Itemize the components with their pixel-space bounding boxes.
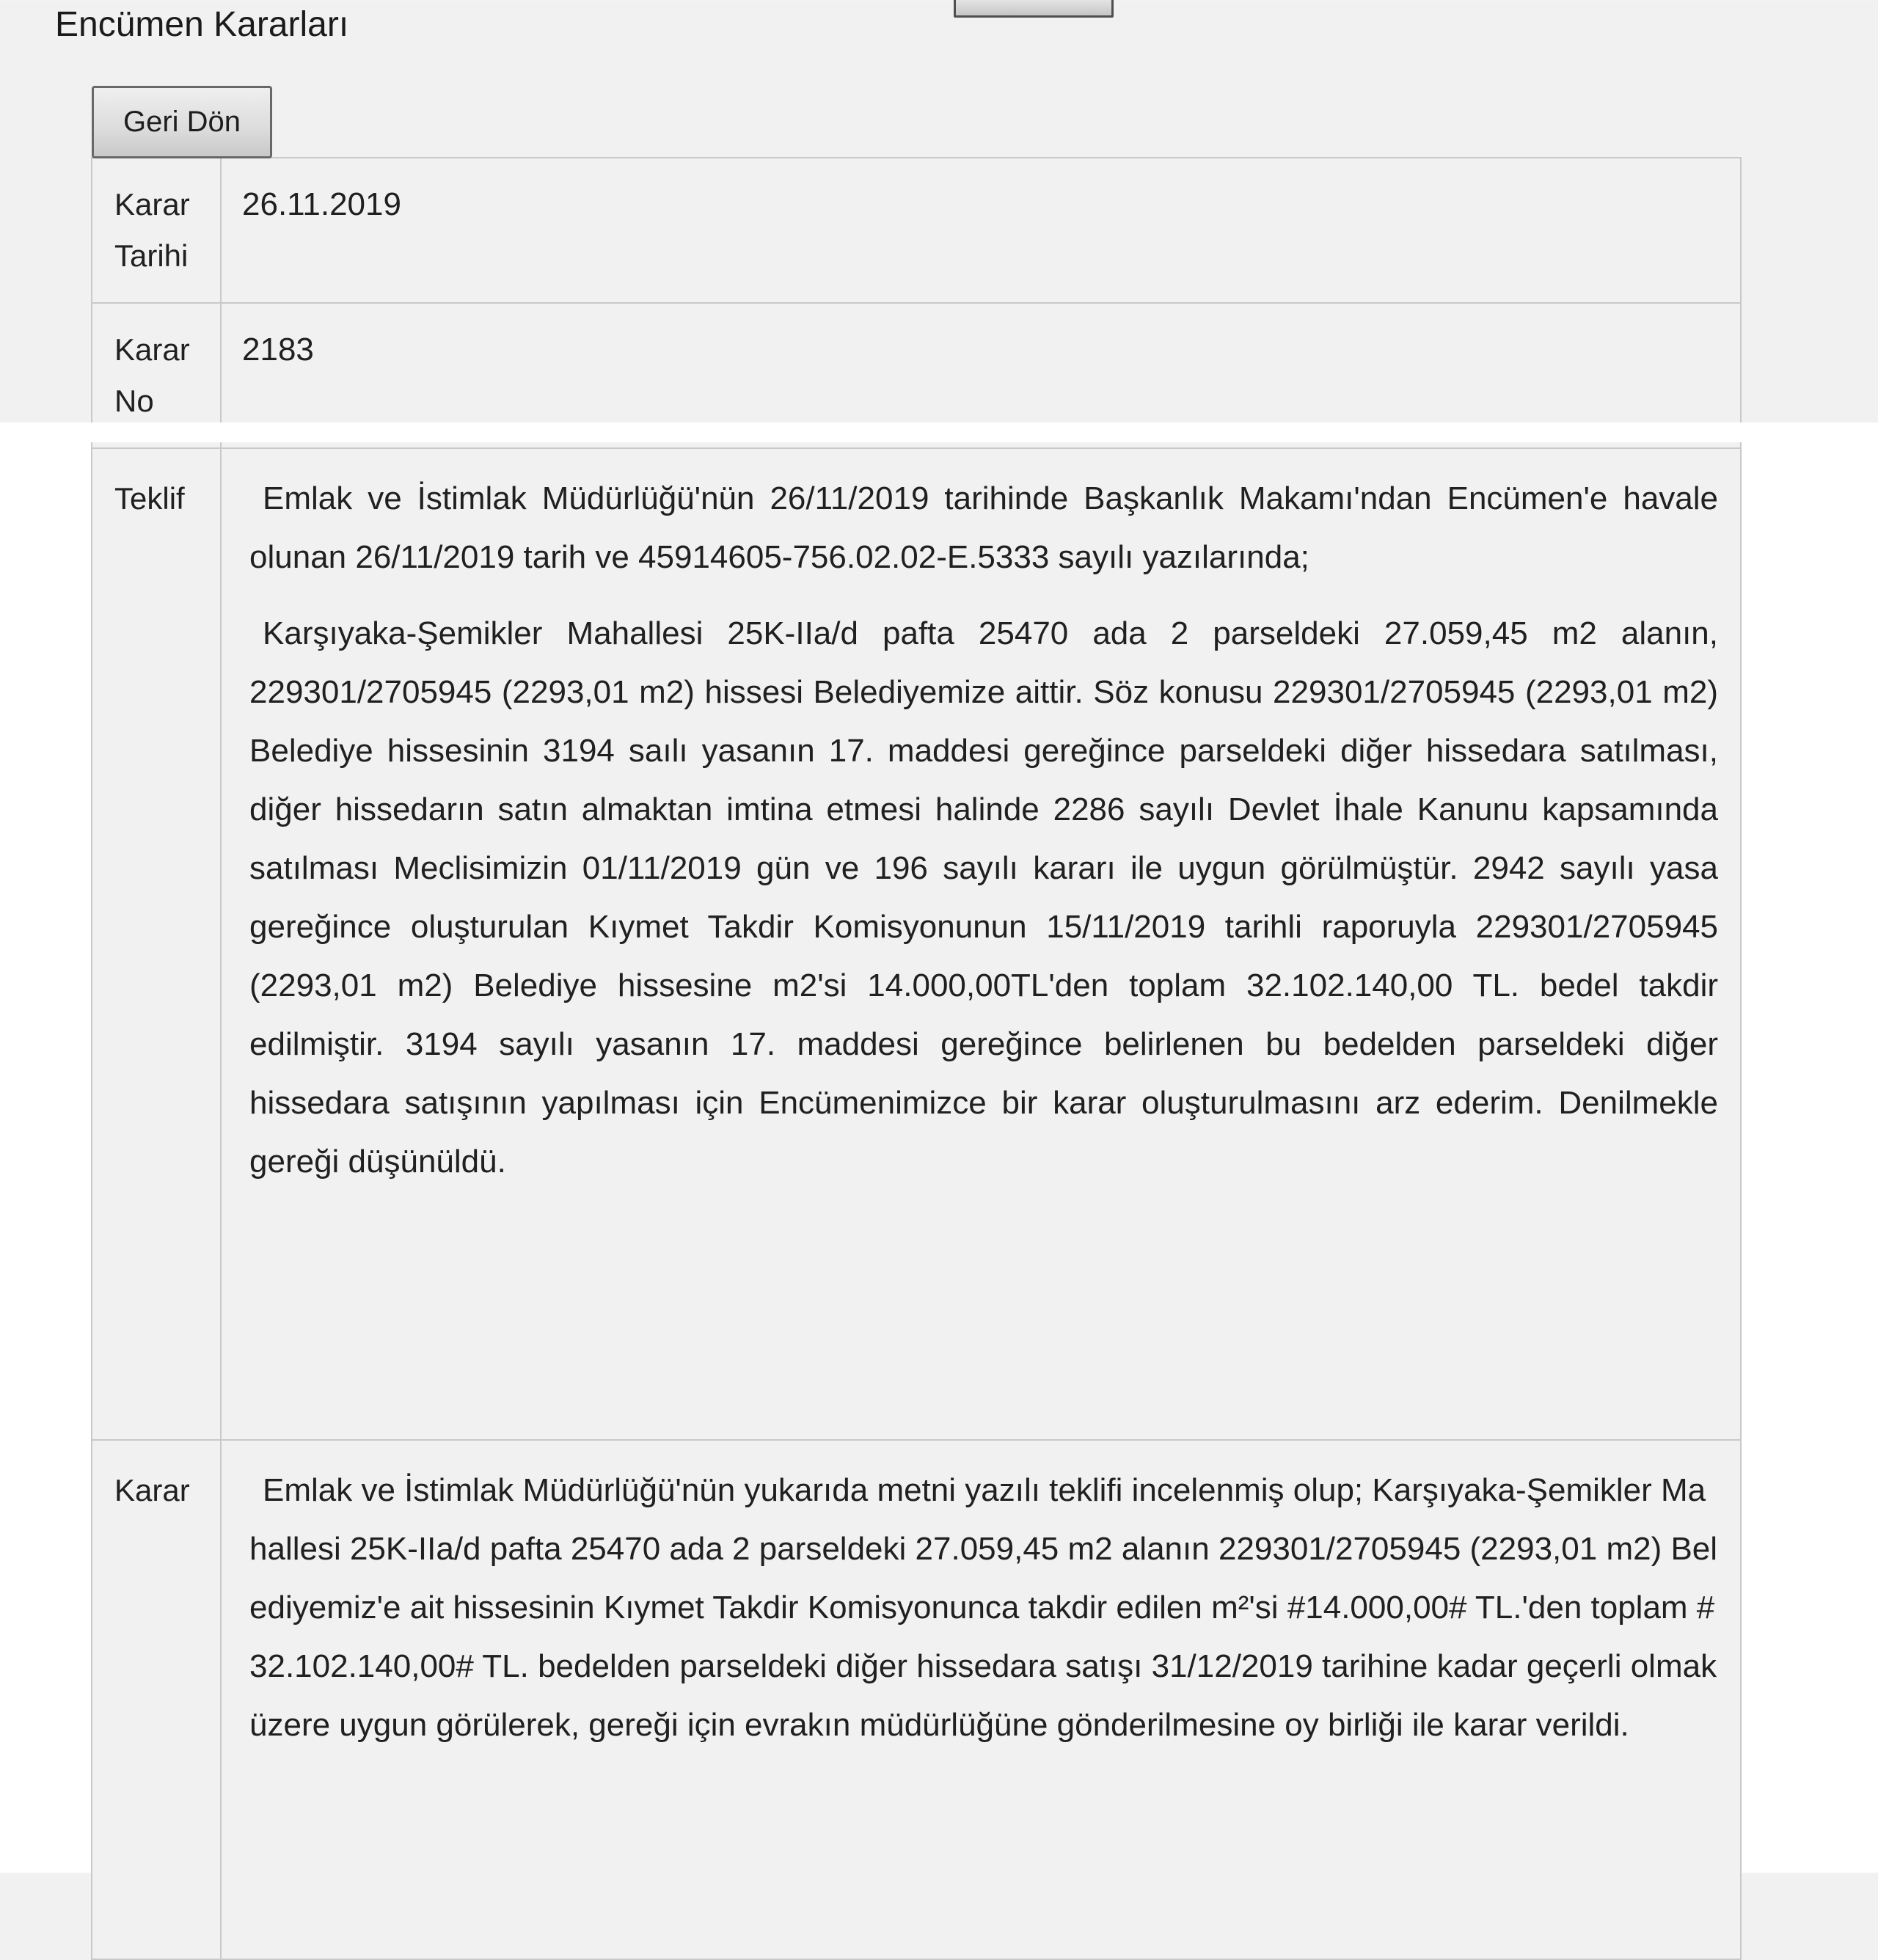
teklif-text [221, 448, 1741, 1440]
table-row-karar [92, 1440, 1741, 1959]
karar-tarihi-value: 26.11.2019 [221, 158, 1741, 303]
page-title: Encümen Kararları [55, 5, 349, 44]
top-cutoff-button[interactable] [954, 0, 1114, 18]
karar-text: Emlak ve İstimlak Müdürlüğü'nün yukarıda metni yazılı teklifi incelenmiş olup; Karşıyaka-Şemikler Mahallesi 25K-IIa/d pafta 25470 ada 2 parseldeki 27.059,45 m2 alanın 229301/2705945 (2293,01 m2) Belediyemiz'e ait hissesinin Kıymet Takdir Komisyonunca takdir edilen m²'si #14.000,00# TL.'den toplam #32.102.140,00# TL. bedelden parseldeki diğer hissedara satışı 31/12/2019 tarihine kadar geçerli olmak üzere uygun görülerek, gereği için evrakın müdürlüğüne gönderilmesine oy birliği ile karar verildi. [221, 1440, 1741, 1959]
karar-no-value: 2183 [221, 303, 1741, 448]
teklif-label: Teklif [92, 448, 221, 1440]
teklif-paragraph-1: Emlak ve İstimlak Müdürlüğü'nün 26/11/2019 tarihinde Başkanlık Makamı'ndan Encümen'e havale olunan 26/11/2019 tarih ve 45914605-756.02.02-E.5333 sayılı yazılarında; [249, 480, 1718, 575]
table-row-teklif [92, 448, 1741, 1440]
karar-tarihi-label: Karar Tarihi [92, 158, 221, 303]
teklif-paragraph-2: Karşıyaka-Şemikler Mahallesi 25K-IIa/d pafta 25470 ada 2 parseldeki 27.059,45 m2 alanın, 229301/2705945 (2293,01 m2) hissesi Belediyemize aittir. Söz konusu 229301/2705945 (2293,01 m2) Belediye hissesinin 3194 saılı yasanın 17. maddesi gereğince parseldeki diğer hissedara satılması, diğer hissedarın satın almaktan imtina etmesi halinde 2286 sayılı Devlet İhale Kanunu kapsamında satılması Meclisimizin 01/11/2019 gün ve 196 sayılı kararı ile uygun görülmüştür. 2942 sayılı yasa gereğince oluşturulan Kıymet Takdir Komisyonunun 15/11/2019 tarihli raporuyla 229301/2705945 (2293,01 m2) Belediye hissesine m2'si 14.000,00TL'den toplam 32.102.140,00 TL. bedel takdir edilmiştir. 3194 sayılı yasanın 17. maddesi gereğince belirlenen bu bedelden parseldeki diğer hissedara satışının yapılması için Encümenimizce bir karar oluşturulmasını arz ederim. Denilmekle gereği düşünüldü. [249, 615, 1718, 1180]
page-seam-band [0, 423, 1878, 442]
back-button[interactable]: Geri Dön [92, 86, 272, 158]
karar-label: Karar [92, 1440, 221, 1959]
karar-no-label: Karar No [92, 303, 221, 448]
table-row-karar-tarihi [92, 158, 1741, 303]
